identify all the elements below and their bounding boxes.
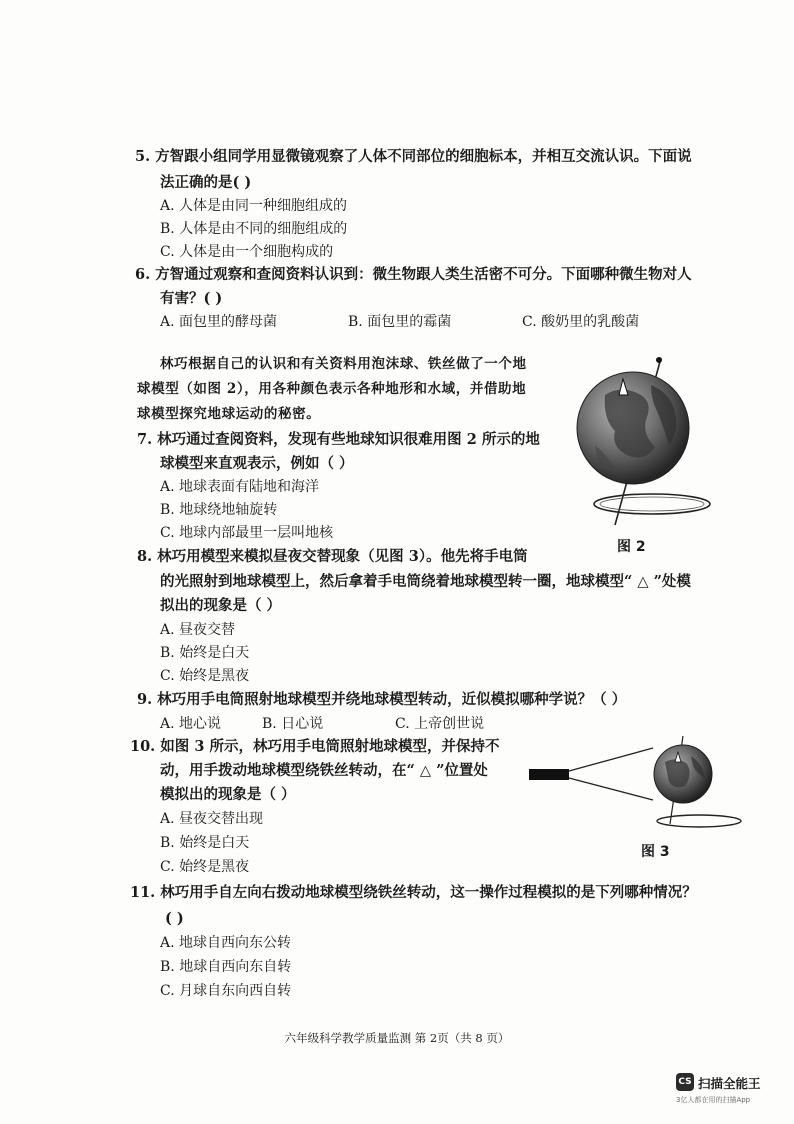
q5-option-a: A. 人体是由同一种细胞组成的	[160, 198, 348, 214]
q8-stem-line3: 拟出的现象是（ ）	[160, 597, 282, 614]
figure-3-flashlight-globe	[525, 734, 745, 834]
camscanner-logo-icon: CS	[676, 1073, 694, 1091]
q11-stem-line1: 11. 林巧用手自左向右拨动地球模型绕铁丝转动，这一操作过程模拟的是下列哪种情况？	[130, 884, 697, 901]
q8-option-b: B. 始终是白天	[160, 645, 250, 661]
q11-option-b: B. 地球自西向东自转	[160, 959, 292, 975]
q7-stem-line1: 7. 林巧通过查阅资料，发现有些地球知识很难用图 2 所示的地	[137, 431, 540, 448]
q5-option-c: C. 人体是由一个细胞构成的	[160, 244, 334, 260]
q5-stem-line1: 5. 方智跟小组同学用显微镜观察了人体不同部位的细胞标本，并相互交流认识。下面说	[135, 148, 692, 165]
watermark-tagline: 3亿人都在用的扫描App	[676, 1096, 751, 1104]
q7-option-b: B. 地球绕地轴旋转	[160, 502, 278, 518]
q7-option-a: A. 地球表面有陆地和海洋	[160, 479, 320, 495]
figure-3-caption: 图 3	[641, 844, 670, 860]
q6-option-b: B. 面包里的霉菌	[348, 314, 452, 330]
q8-stem-line2	[160, 575, 691, 590]
q8-stem-line2-c: ，地球模型“ △ ”处模	[551, 573, 691, 590]
flashlight-shape	[529, 769, 569, 780]
q10-stem-line3: 模拟出的现象是（ ）	[160, 786, 296, 803]
q11-stem-line2: ( )	[165, 910, 184, 927]
q9-option-a: A. 地心说	[160, 716, 222, 732]
q6-option-a: A. 面包里的酵母菌	[160, 314, 278, 330]
q9-stem-line1: 9. 林巧用手电筒照射地球模型并绕地球模型转动，近似模拟哪种学说？（ ）	[137, 691, 627, 708]
page-footer: 六年级科学教学质量监测 第 2页（共 8 页）	[284, 1031, 510, 1045]
q11-option-a: A. 地球自西向东公转	[160, 935, 292, 951]
passage-line3: 球模型探究地球运动的秘密。	[137, 406, 321, 422]
q7-stem-line2: 球模型来直观表示，例如（ ）	[160, 455, 354, 472]
passage-line1: 林巧根据自己的认识和有关资料用泡沫球、铁丝做了一个地	[160, 356, 527, 372]
q8-option-a: A. 昼夜交替	[160, 622, 236, 638]
q10-stem-line2: 动，用手拨动地球模型绕铁丝转动，在“ △ ”位置处	[160, 762, 488, 779]
q10-stem-line1: 10. 如图 3 所示，林巧用手电筒照射地球模型，并保持不	[130, 738, 500, 755]
q8-stem-line1: 8. 林巧用模型来模拟昼夜交替现象（见图 3）。他先将手电筒	[137, 548, 528, 565]
q5-stem-line2: 法正确的是( )	[160, 174, 252, 191]
q8-option-c: C. 始终是黑夜	[160, 668, 250, 684]
q10-option-b: B. 始终是白天	[160, 835, 250, 851]
passage-line2: 球模型（如图 2），用各种颜色表示各种地形和水域，并借助地	[137, 381, 527, 397]
q5-option-b: B. 人体是由不同的细胞组成的	[160, 221, 348, 237]
q8-stem-line2-a: 的光照射到地球模型上，然后	[160, 573, 349, 590]
q7-option-c: C. 地球内部最里一层叫地核	[160, 525, 334, 541]
q6-stem-line1: 6. 方智通过观察和查阅资料认识到：微生物跟人类生活密不可分。下面哪种微生物对人	[135, 266, 692, 283]
figure-2-caption: 图 2	[617, 539, 646, 555]
watermark-app-name: 扫描全能王	[698, 1076, 761, 1091]
q6-option-c: C. 酸奶里的乳酸菌	[522, 314, 640, 330]
q9-option-b: B. 日心说	[262, 716, 324, 732]
q10-option-c: C. 始终是黑夜	[160, 859, 250, 875]
q10-option-a: A. 昼夜交替出现	[160, 811, 264, 827]
figure-2-globe-model	[575, 355, 720, 535]
q9-option-c: C. 上帝创世说	[395, 716, 485, 732]
q6-stem-line2: 有害？( )	[160, 290, 223, 307]
q8-stem-line2-emphasis: 拿着手电筒绕着地球模型转一圈	[348, 573, 552, 590]
q11-option-c: C. 月球自东向西自转	[160, 983, 292, 999]
